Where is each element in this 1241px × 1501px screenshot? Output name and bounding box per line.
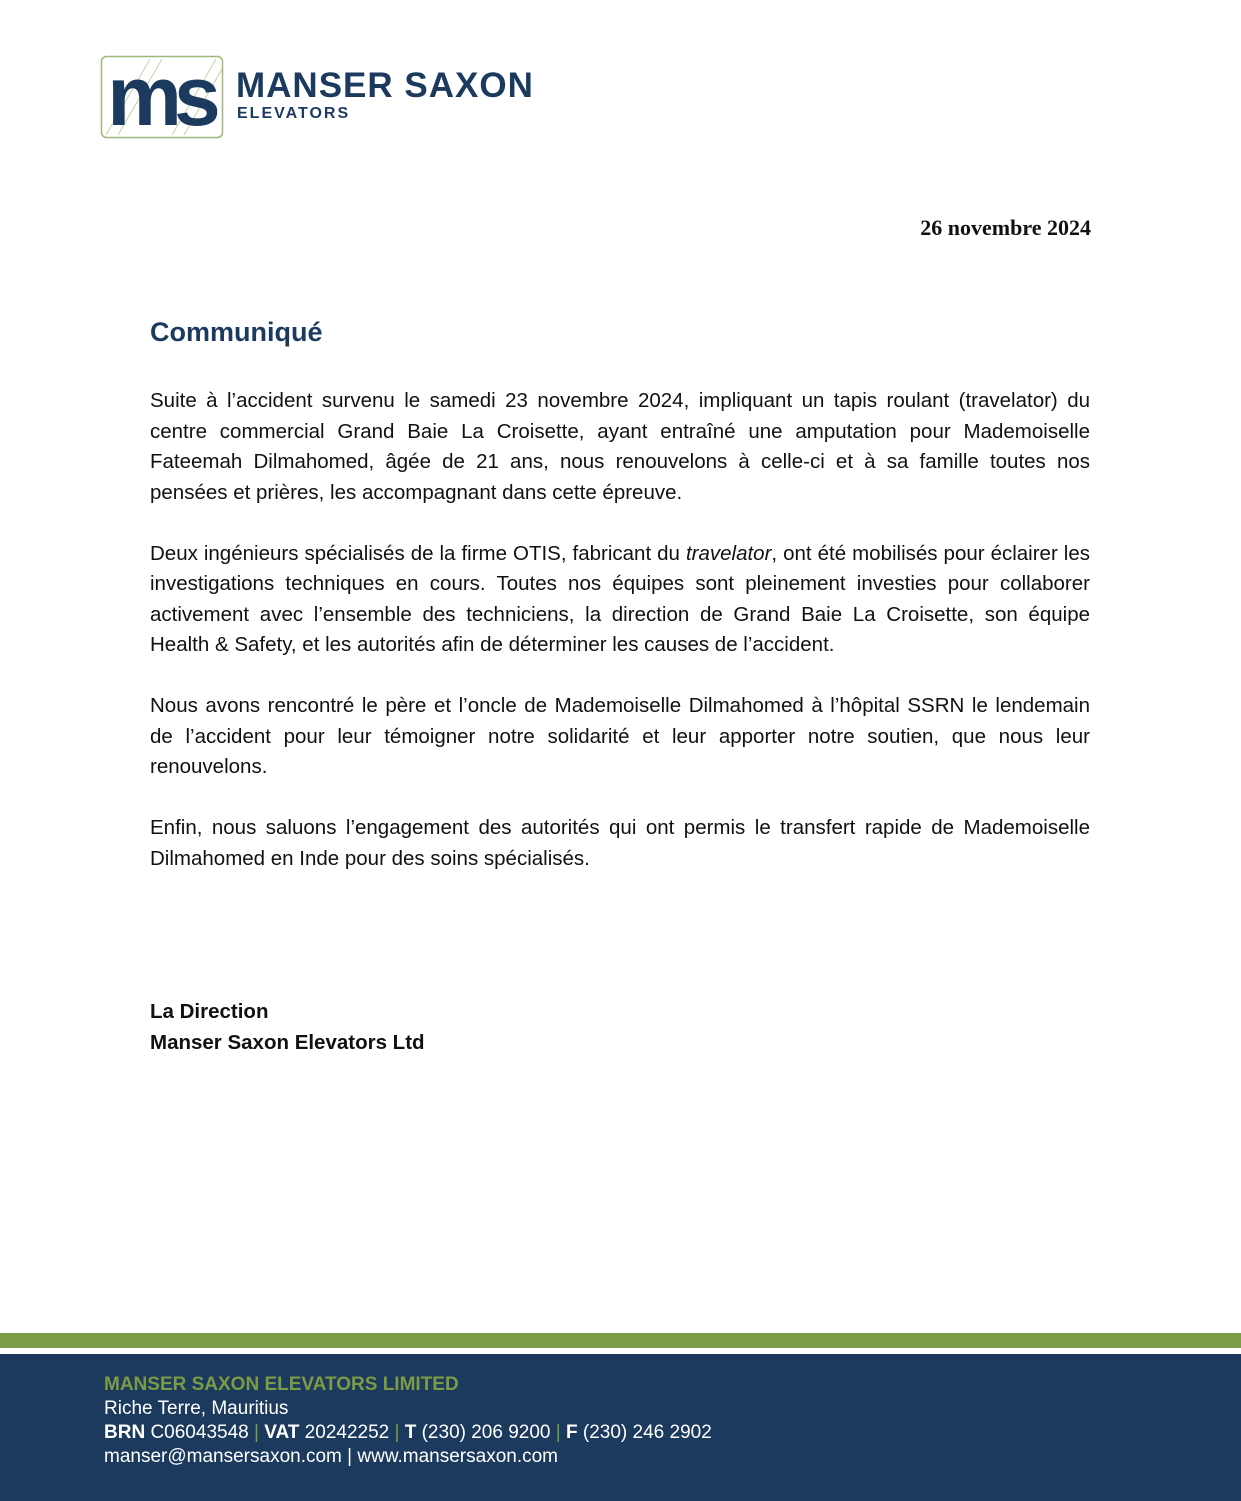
brn-label: BRN [104, 1422, 146, 1443]
footer-accent-bar [0, 1333, 1241, 1348]
logo-subtitle: ELEVATORS [237, 105, 351, 122]
footer-company: MANSER SAXON ELEVATORS LIMITED [104, 1374, 459, 1395]
paragraph-4: Enfin, nous saluons l’engagement des autorités qui ont permis le transfert rapide de Mademoiselle Dilmahomed en Inde pour des soins spécialisés. [150, 816, 1090, 870]
document-date: 26 novembre 2024 [920, 215, 1091, 240]
paragraph-2-italic: travelator [685, 541, 772, 565]
tel-label: T [404, 1422, 417, 1443]
email-link[interactable]: manser@mansersaxon.com [104, 1446, 342, 1467]
separator: | [555, 1422, 561, 1443]
signature-block [150, 997, 425, 1058]
paragraph-2-start: Deux ingénieurs spécialisés de la firme OTIS, fabricant du [150, 541, 686, 565]
vat-value: 20242252 [299, 1422, 395, 1443]
website-link[interactable]: www.mansersaxon.com [357, 1446, 558, 1467]
paragraph-2-end: , ont été mobilisés pour éclairer les investigations techniques en cours. Toutes nos équipes sont pleinement investies pour collaborer activement avec l’ensemble des techniciens, la direction de Grand Baie La Croisette, son équipe Health & Safety, et les autorités afin de déterminer les causes de l’accident. [150, 541, 1090, 656]
separator: | [394, 1422, 400, 1443]
footer-contact [104, 1447, 558, 1466]
contact-separator: | [341, 1446, 358, 1467]
signature-line-2: Manser Saxon Elevators Ltd [150, 1030, 425, 1054]
ms-logo-mark [100, 55, 224, 139]
footer [0, 1354, 1241, 1501]
paragraph-1: Suite à l’accident survenu le samedi 23 novembre 2024, impliquant un tapis roulant (travelator) du centre commercial Grand Baie La Croisette, ayant entraîné une amputation pour Mademoiselle Fateemah Dilmahomed, âgée de 21 ans, nous renouvelons à celle-ci et à sa famille toutes nos pensées et prières, les accompagnant dans cette épreuve. [150, 389, 1090, 504]
fax-label: F [566, 1422, 578, 1443]
brn-value: C06043548 [145, 1422, 254, 1443]
company-logo [100, 55, 580, 141]
separator: | [254, 1422, 259, 1443]
signature-line-1: La Direction [150, 1000, 269, 1023]
paragraph-3: Nous avons rencontré le père et l’oncle de Mademoiselle Dilmahomed à l’hôpital SSRN le lendemain de l’accident pour leur témoigner notre solidarité et leur apporter notre soutien, que nous leur renouvelons. [150, 694, 1090, 778]
fax-value: (230) 246 2902 [577, 1422, 712, 1443]
logo-mark-text: ms [107, 55, 213, 139]
vat-label: VAT [264, 1422, 300, 1443]
footer-address: Riche Terre, Mauritius [104, 1398, 289, 1419]
communique-body [150, 386, 1090, 905]
logo-company-name: MANSER SAXON [236, 66, 534, 105]
page-title: Communiqué [150, 317, 323, 347]
paragraph-2 [150, 539, 1090, 661]
footer-registration [104, 1423, 712, 1442]
tel-value: (230) 206 9200 [416, 1422, 556, 1443]
